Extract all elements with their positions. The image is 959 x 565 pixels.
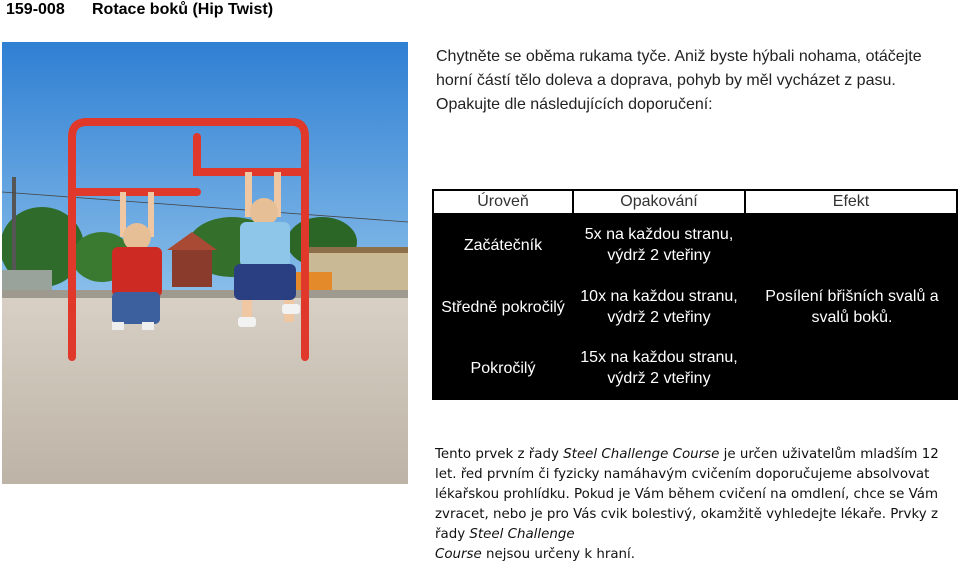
brand-name: Steel Challenge — [469, 527, 575, 542]
table-row-level: Středně pokročilý — [441, 299, 565, 316]
brand-name: Course — [435, 547, 482, 562]
recommendation-table — [432, 189, 958, 400]
table-row-level: Pokročilý — [470, 360, 536, 377]
column-header-reps: Opakování — [574, 191, 744, 213]
safety-note: Tento prvek z řady Steel Challenge Course je určen uživatelům mladším 12 let. řed prvním či fyzicky namáhavým cvičením doporučujeme absolvovat lékařskou prohlídku. Pokud je Vám během cvičení na omdlení, chce se Vám zvracet, nebo je pro Vás cvik bolestivý, okamžitě vyhledejte lékaře. Prvky z řady Steel Challenge Course nejsou určeny k hraní. — [435, 447, 939, 562]
table-row-reps: 5x na každou stranu, výdrž 2 vteřiny — [584, 226, 734, 264]
column-header-level: Úroveň — [434, 191, 572, 213]
brand-name: Steel Challenge Course — [563, 447, 720, 462]
exercise-instructions: Chytněte se oběma rukama tyče. Aniž byste hýbali nohama, otáčejte horní částí tělo doleva a doprava, pohyb by měl vycházet z pasu. Opakujte dle následujících doporučení: — [436, 48, 922, 113]
table-row-reps: 10x na každou stranu, výdrž 2 vteřiny — [580, 288, 738, 326]
exercise-photo — [2, 42, 408, 484]
product-code: 159-008 — [6, 1, 65, 18]
column-header-effect: Efekt — [746, 191, 956, 213]
page-title: Rotace boků (Hip Twist) — [92, 1, 274, 18]
table-row-level: Začátečník — [463, 237, 543, 254]
effect-cell: Posílení břišních svalů a svalů boků. — [765, 288, 939, 326]
table-row-reps: 15x na každou stranu, výdrž 2 vteřiny — [580, 349, 738, 387]
table-header — [433, 190, 957, 214]
